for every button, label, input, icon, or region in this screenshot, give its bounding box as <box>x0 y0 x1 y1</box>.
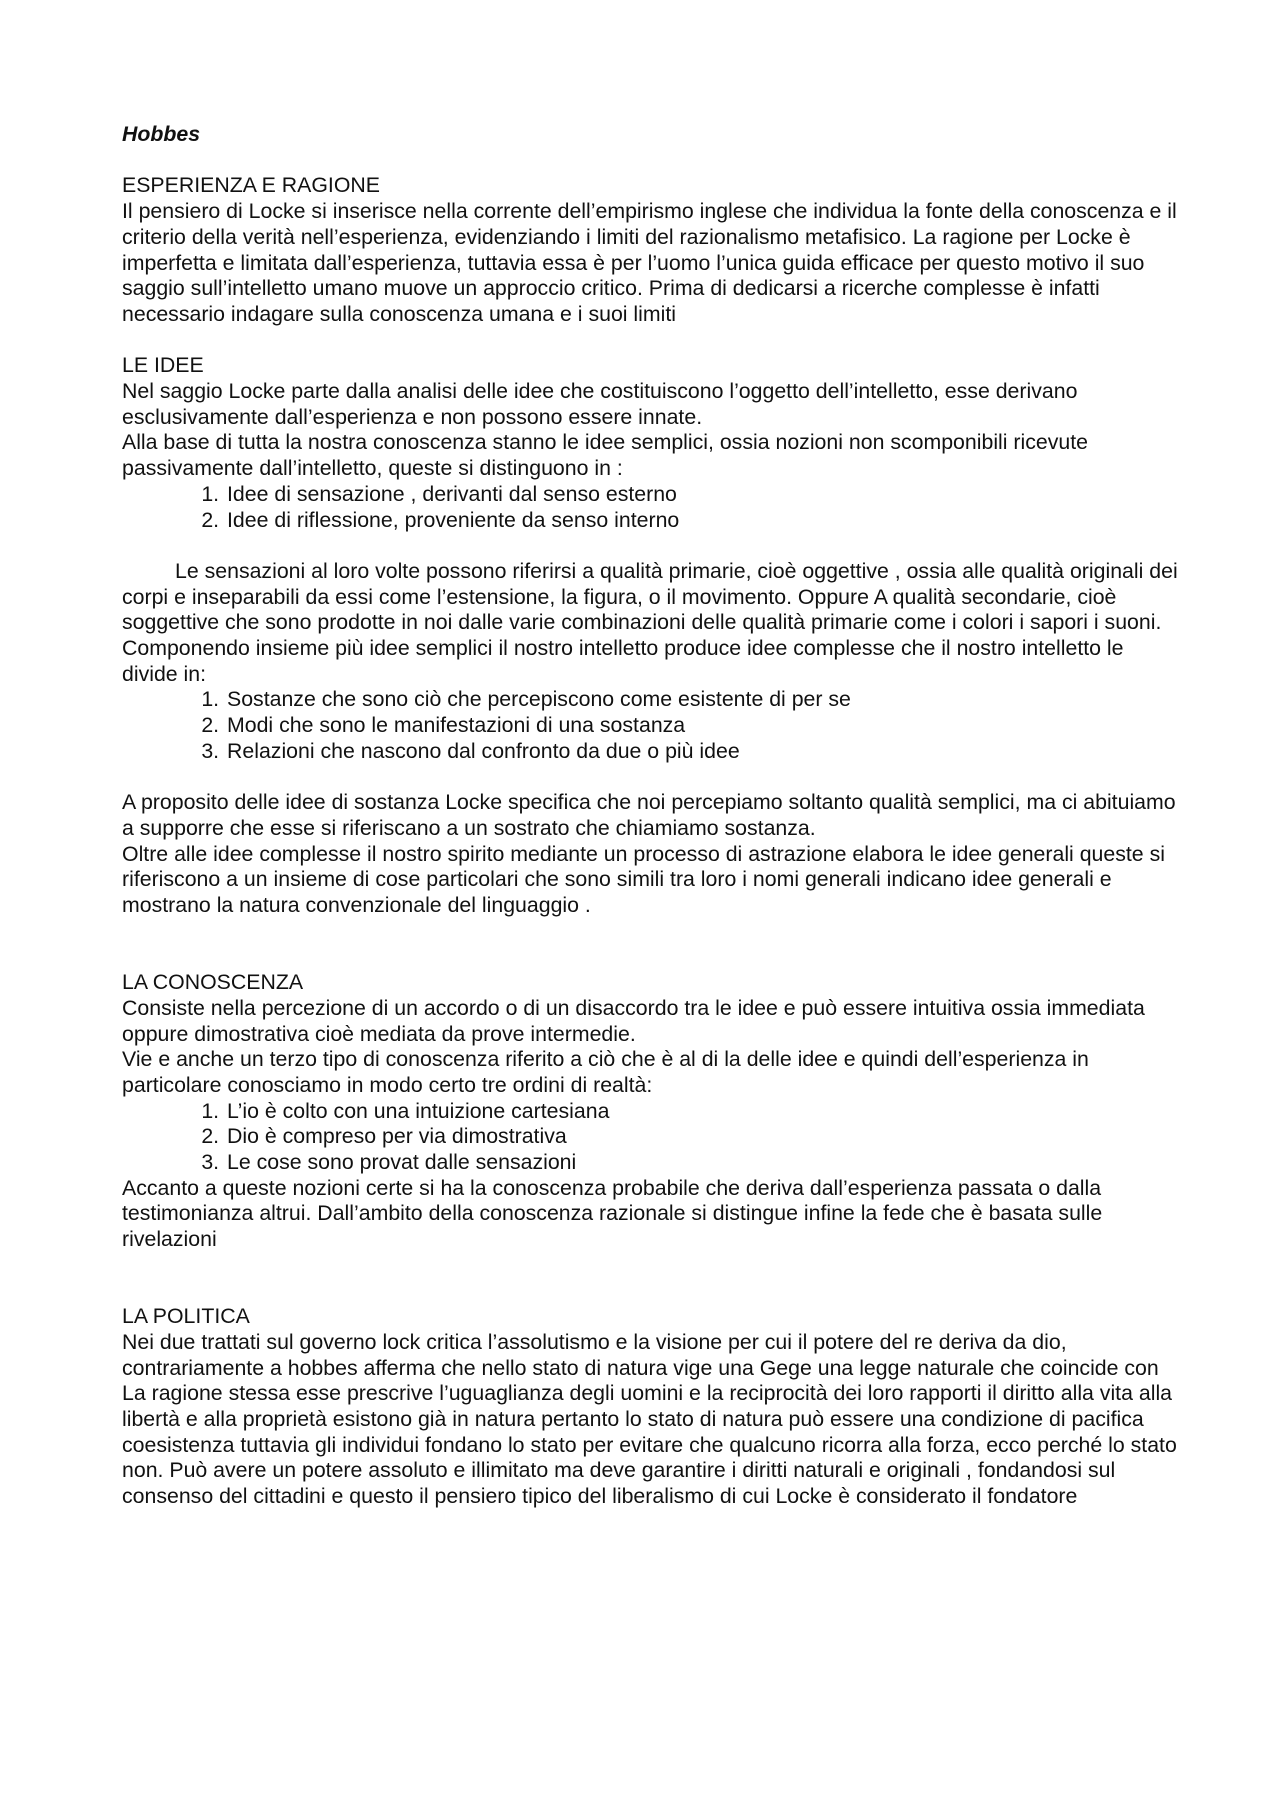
section-heading: LE IDEE <box>122 353 204 378</box>
list-item: 1. Sostanze che sono ciò che percepiscono come esistente di per se <box>225 687 1182 713</box>
list-item: 3. Relazioni che nascono dal confronto da due o più idee <box>225 739 1182 765</box>
section-le-idee <box>122 353 1182 918</box>
ordered-list <box>122 1099 1182 1176</box>
paragraph: Consiste nella percezione di un accordo o di un disaccordo tra le idee e può essere intuitiva ossia immediata oppure dimostrativa cioè mediata da prove intermedie. <box>122 995 1145 1046</box>
ordered-list <box>122 687 1182 764</box>
section-la-conoscenza <box>122 970 1182 1253</box>
paragraph: Alla base di tutta la nostra conoscenza stanno le idee semplici, ossia nozioni non scomponibili ricevute passivamente dall’intelletto, queste si distinguono in : <box>122 430 1089 481</box>
ordered-list <box>122 482 1182 533</box>
document-page <box>122 122 1182 1510</box>
list-item: 2. Modi che sono le manifestazioni di una sostanza <box>225 713 1182 739</box>
list-item: 2. Dio è compreso per via dimostrativa <box>225 1124 1182 1150</box>
paragraph: Accanto a queste nozioni certe si ha la conoscenza probabile che deriva dall’esperienza passata o dalla testimonianza altrui. Dall’ambito della conoscenza razionale si distingue infine la fede che è basata sulle rivelazioni <box>122 1175 1103 1252</box>
section-la-politica <box>122 1304 1182 1510</box>
paragraph: A proposito delle idee di sostanza Locke specifica che noi percepiamo soltanto qualità semplici, ma ci abituiamo a supporre che esse si riferiscano a un sostrato che chiamiamo sostanza. <box>122 790 1176 840</box>
document-title: Hobbes <box>122 122 201 146</box>
section-heading: LA POLITICA <box>122 1304 250 1329</box>
section-heading: ESPERIENZA E RAGIONE <box>122 173 380 198</box>
section-esperienza-e-ragione <box>122 173 1182 327</box>
section-heading: LA CONOSCENZA <box>122 970 304 995</box>
list-item: 1. L’io è colto con una intuizione cartesiana <box>225 1099 1182 1125</box>
list-item: 1. Idee di sensazione , derivanti dal senso esterno <box>225 482 1182 508</box>
paragraph: Oltre alle idee complesse il nostro spirito mediante un processo di astrazione elabora le idee generali queste si riferiscono a un insieme di cose particolari che sono simili tra loro i nomi generali indicano idee generali e mostrano la natura convenzionale del linguaggio . <box>122 841 1165 918</box>
paragraph: Le sensazioni al loro volte possono riferirsi a qualità primarie, cioè oggettive , ossia alle qualità originali dei corpi e inseparabili da essi come l’estensione, la figura, o il movimento. Oppure A qualità secondarie, cioè soggettive che sono prodotte in noi dalle varie combinazioni delle qualità primarie come i colori i sapori i suoni. Componendo insieme più idee semplici il nostro intelletto produce idee complesse che il nostro intelletto le divide in: <box>122 558 1178 686</box>
list-item: 3. Le cose sono provat dalle sensazioni <box>225 1150 1182 1176</box>
paragraph: Nei due trattati sul governo lock critica l’assolutismo e la visione per cui il potere del re deriva da dio, contrariamente a hobbes afferma che nello stato di natura vige una Gege una legge naturale che coincide con La ragione stessa esse prescrive l’uguaglianza degli uomini e la reciprocità dei loro rapporti il diritto alla vita alla libertà e alla proprietà esistono già in natura pertanto lo stato di natura può essere una condizione di pacifica coesistenza tuttavia gli individui fondano lo stato per evitare che qualcuno ricorra alla forza, ecco perché lo stato non. Può avere un potere assoluto e illimitato ma deve garantire i diritti naturali e originali , fondandosi sul consenso del cittadini e questo il pensiero tipico del liberalismo di cui Locke è considerato il fondatore <box>122 1329 1177 1509</box>
paragraph: Il pensiero di Locke si inserisce nella corrente dell’empirismo inglese che individua la fonte della conoscenza e il criterio della verità nell’esperienza, evidenziando i limiti del razionalismo metafisico. La ragione per Locke è imperfetta e limitata dall’esperienza, tuttavia essa è per l’uomo l’unica guida efficace per questo motivo il suo saggio sull’intelletto umano muove un approccio critico. Prima di dedicarsi a ricerche complesse è infatti necessario indagare sulla conoscenza umana e i suoi limiti <box>122 199 1177 326</box>
paragraph: Nel saggio Locke parte dalla analisi delle idee che costituiscono l’oggetto dell’intelletto, esse derivano esclusivamente dall’esperienza e non possono essere innate. <box>122 379 1078 429</box>
list-item: 2. Idee di riflessione, proveniente da senso interno <box>225 508 1182 534</box>
paragraph: Vie e anche un terzo tipo di conoscenza riferito a ciò che è al di la delle idee e quindi dell’esperienza in particolare conosciamo in modo certo tre ordini di realtà: <box>122 1047 1089 1097</box>
